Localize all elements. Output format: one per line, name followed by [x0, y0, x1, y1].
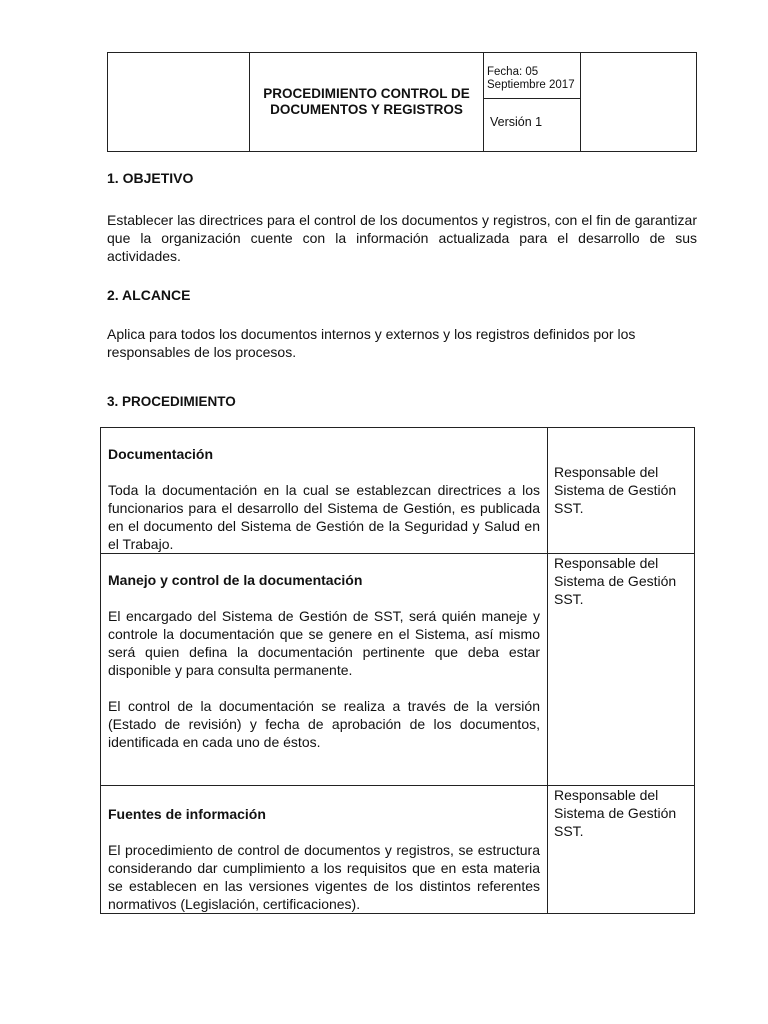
- procedure-row-text: Toda la documentación en la cual se establezcan directrices a los funcionarios para el desarrollo del Sistema de Gestión, es publicada en el documento del Sistema de Gestión de la Seguridad y Salud en el Trabajo.: [108, 482, 540, 552]
- table-row: [101, 428, 695, 554]
- procedure-responsible-cell: [548, 786, 695, 914]
- procedure-row-text: El procedimiento de control de documentos y registros, se estructura considerando dar cumplimiento a los requisitos que en esta materia se establecen en las versiones vigentes de los distintos referentes normativos (Legislación, certificaciones).: [108, 842, 540, 912]
- document-meta-cell: [484, 53, 581, 151]
- procedure-row-responsible: Responsable del Sistema de Gestión SST.: [554, 555, 677, 607]
- procedure-table: [100, 427, 695, 914]
- procedure-content-cell: [101, 786, 548, 914]
- procedure-content-cell: [101, 554, 548, 786]
- procedure-responsible-cell: [548, 554, 695, 786]
- procedure-responsible-cell: [548, 428, 695, 554]
- procedure-row-title: Manejo y control de la documentación: [108, 572, 363, 588]
- section-text-objetivo: Establecer las directrices para el control de los documentos y registros, con el fin de garantizar que la organización cuente con la información actualizada para el desarrollo de sus actividades.: [107, 212, 697, 264]
- document-header-table: [107, 52, 697, 152]
- procedure-row-title: Fuentes de información: [108, 806, 266, 822]
- document-title: PROCEDIMIENTO CONTROL DE DOCUMENTOS Y REGISTROS: [250, 53, 484, 151]
- document-version: Versión 1: [490, 115, 543, 129]
- table-row: [101, 786, 695, 914]
- empty-header-cell: [581, 53, 696, 151]
- table-row: [101, 554, 695, 786]
- section-heading-alcance: 2. ALCANCE: [107, 287, 191, 303]
- procedure-row-text: El encargado del Sistema de Gestión de SST, será quién maneje y controle la documentación que se genere en el Sistema, así mismo será quien defina la documentación pertinente que deba estar disponible y para consulta permanente.: [108, 608, 540, 678]
- procedure-content-cell: [101, 428, 548, 554]
- logo-cell: [108, 53, 250, 151]
- procedure-row-responsible: Responsable del Sistema de Gestión SST.: [554, 787, 677, 839]
- section-heading-objetivo: 1. OBJETIVO: [107, 170, 194, 186]
- procedure-row-text: El control de la documentación se realiza a través de la versión (Estado de revisión) y fecha de aprobación de los documentos, identificada en cada uno de éstos.: [108, 698, 540, 750]
- section-text-alcance: Aplica para todos los documentos internos y externos y los registros definidos por los responsables de los procesos.: [107, 326, 636, 360]
- document-date: Fecha: 05 Septiembre 2017: [484, 53, 580, 99]
- procedure-row-title: Documentación: [108, 446, 214, 462]
- section-heading-procedimiento: 3. PROCEDIMIENTO: [107, 394, 236, 409]
- procedure-row-responsible: Responsable del Sistema de Gestión SST.: [554, 464, 677, 516]
